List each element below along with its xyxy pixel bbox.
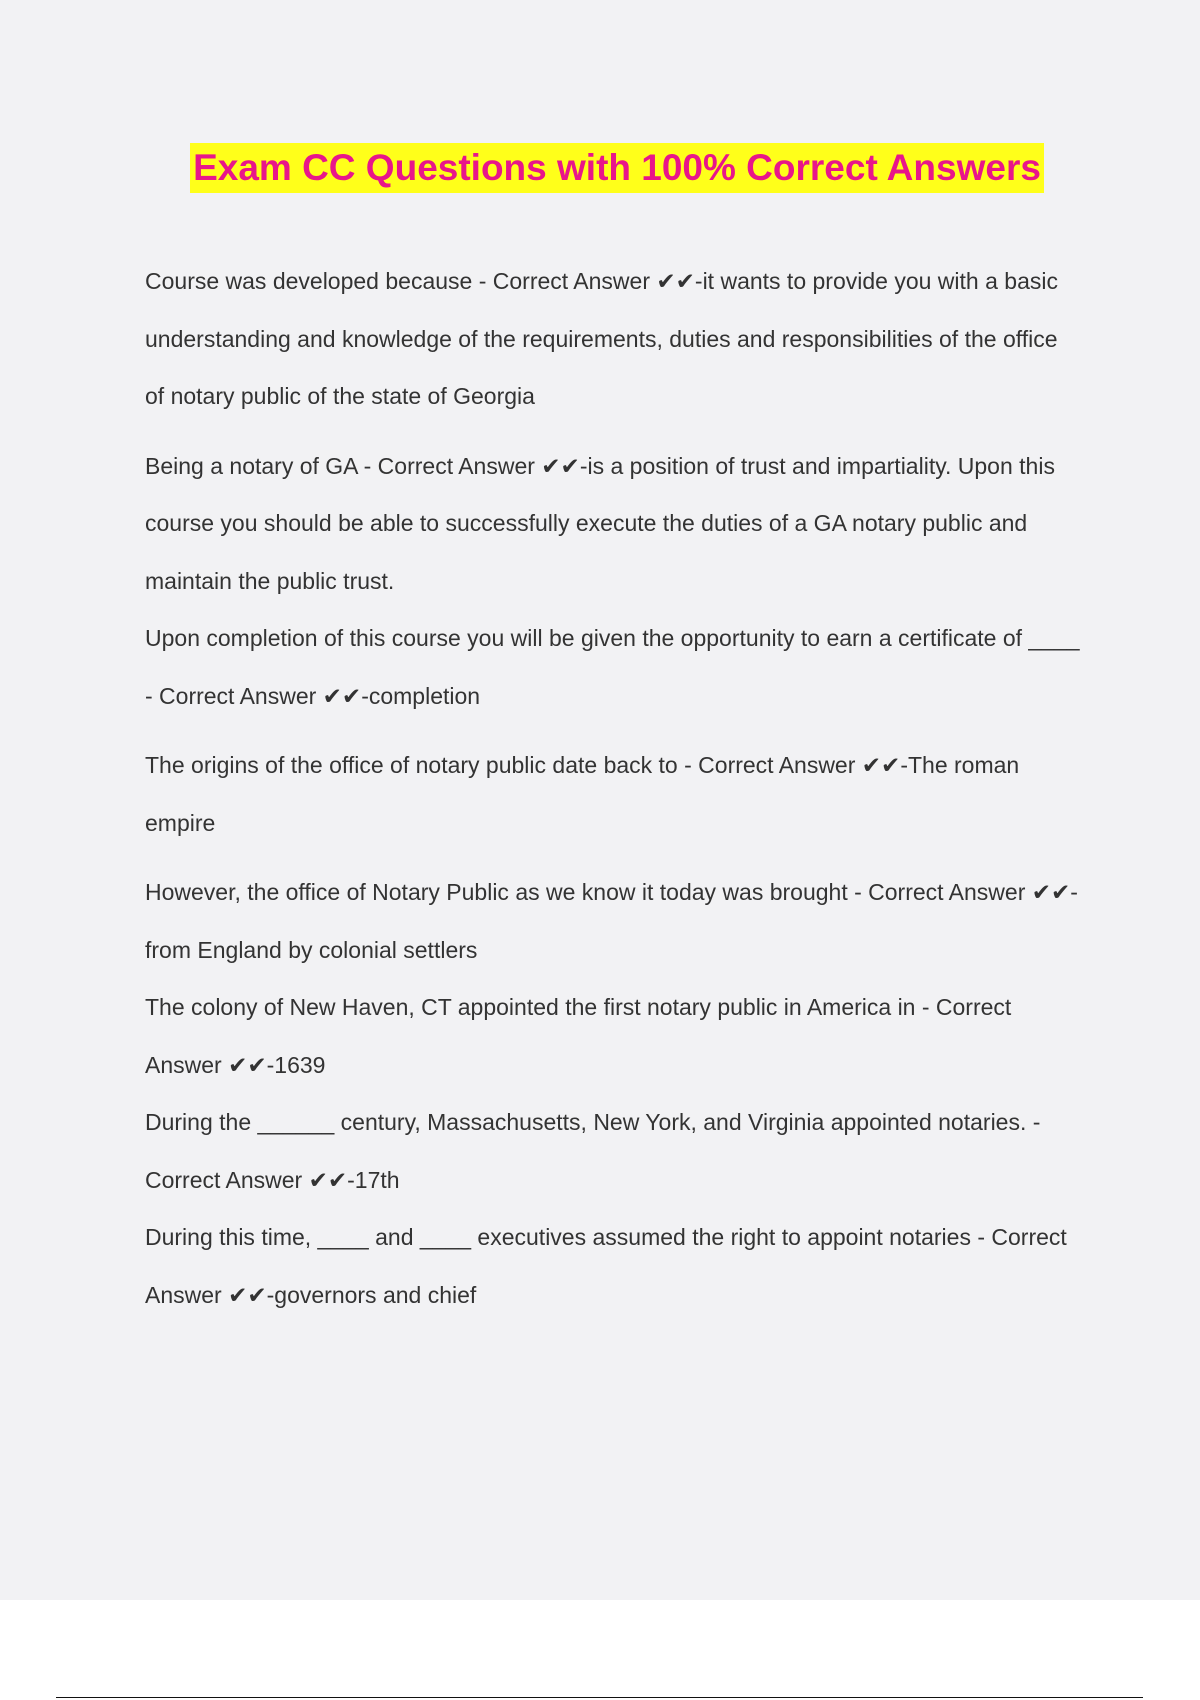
- title-wrapper: [0, 143, 1200, 193]
- page-divider: [56, 1697, 1143, 1698]
- qa-list: [145, 253, 1080, 1324]
- qa-entry: The origins of the office of notary public date back to - Correct Answer ✔✔-The roman empire: [145, 752, 1020, 836]
- qa-entry: The colony of New Haven, CT appointed the first notary public in America in - Correct Answer ✔✔-1639: [145, 994, 1012, 1078]
- qa-entry: However, the office of Notary Public as we know it today was brought - Correct Answer ✔✔-from England by colonial settlers: [145, 879, 1078, 963]
- qa-entry: During this time, ____ and ____ executives assumed the right to appoint notaries - Correct Answer ✔✔-governors and chief: [145, 1224, 1067, 1308]
- qa-entry: Upon completion of this course you will be given the opportunity to earn a certificate of ____ - Correct Answer ✔✔-completion: [145, 625, 1080, 709]
- qa-entry: Course was developed because - Correct Answer ✔✔-it wants to provide you with a basic understanding and knowledge of the requirements, duties and responsibilities of the office of notary public of the state of Georgia: [145, 268, 1058, 409]
- qa-entry: Being a notary of GA - Correct Answer ✔✔-is a position of trust and impartiality. Upon this course you should be able to successfully execute the duties of a GA notary public and maintain the public trust.: [145, 452, 1055, 594]
- document-title: Exam CC Questions with 100% Correct Answers: [190, 143, 1044, 193]
- qa-entry: During the ______ century, Massachusetts, New York, and Virginia appointed notaries. - Correct Answer ✔✔-17th: [145, 1109, 1041, 1193]
